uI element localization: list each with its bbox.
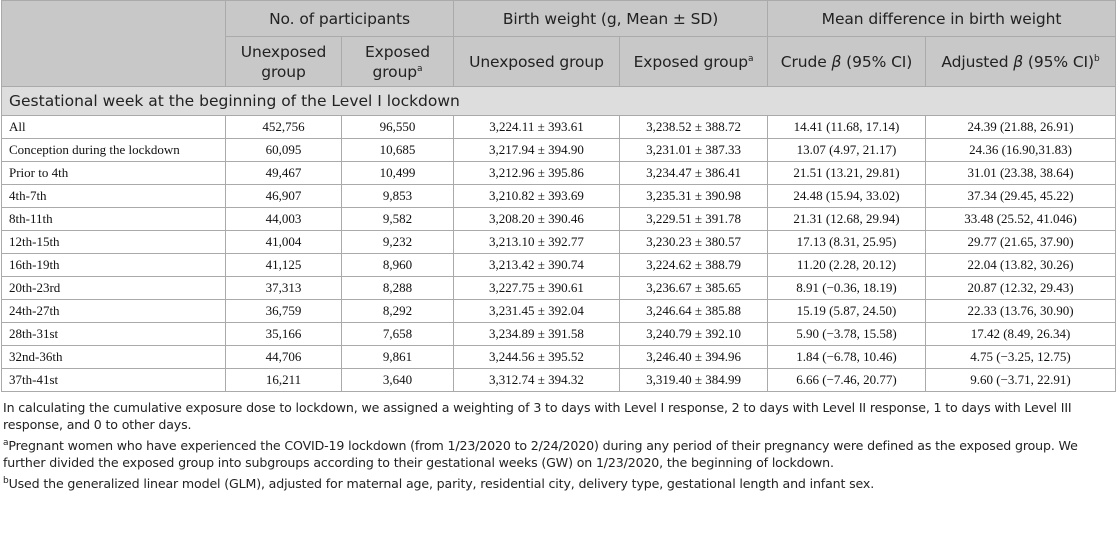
crude-beta-cell: 6.66 (−7.46, 20.77) [768, 369, 926, 392]
table-row [2, 254, 1116, 277]
row-label: 8th-11th [2, 208, 226, 231]
crude-beta-cell: 5.90 (−3.78, 15.58) [768, 323, 926, 346]
bw-unexposed-cell: 3,234.89 ± 391.58 [454, 323, 620, 346]
birth-weight-header: Birth weight (g, Mean ± SD) [454, 1, 768, 37]
footnote-b-mark: b [3, 475, 9, 486]
row-label: 24th-27th [2, 300, 226, 323]
footnote-a-text: Pregnant women who have experienced the COVID-19 lockdown (from 1/23/2020 to 2/24/2020) during any period of their pregnancy were defined as the exposed group. We further divided the exposed group into subgroups according to their gestational weeks (GW) on 1/23/2020, the beginning of lockdown. [3, 438, 1078, 470]
crude-beta-cell: 24.48 (15.94, 33.02) [768, 185, 926, 208]
exposed-count-cell: 8,960 [342, 254, 454, 277]
unexposed-count-cell: 60,095 [226, 139, 342, 162]
crude-beta-cell: 8.91 (−0.36, 18.19) [768, 277, 926, 300]
unexposed-count-cell: 36,759 [226, 300, 342, 323]
footnote-general: In calculating the cumulative exposure dose to lockdown, we assigned a weighting of 3 to days with Level I response, 2 to days with Level II response, 1 to days with Level III response, and 0 to other days. [3, 400, 1072, 432]
table-row [2, 346, 1116, 369]
crude-beta-cell: 17.13 (8.31, 25.95) [768, 231, 926, 254]
bw-unexposed-cell: 3,213.10 ± 392.77 [454, 231, 620, 254]
crude-beta-cell: 14.41 (11.68, 17.14) [768, 116, 926, 139]
footnote-a-mark: a [3, 437, 9, 448]
mean-difference-header: Mean difference in birth weight [768, 1, 1116, 37]
bw-exposed-cell: 3,236.67 ± 385.65 [620, 277, 768, 300]
exposed-count-cell: 8,288 [342, 277, 454, 300]
crude-beta-cell: 15.19 (5.87, 24.50) [768, 300, 926, 323]
crude-header-pre: Crude [780, 52, 832, 71]
adjusted-beta-header [926, 37, 1116, 87]
row-label: 4th-7th [2, 185, 226, 208]
bw-unexposed-header: Unexposed group [454, 37, 620, 87]
bw-exposed-cell: 3,246.64 ± 385.88 [620, 300, 768, 323]
exposed-count-header [342, 37, 454, 87]
exposed-count-cell: 10,499 [342, 162, 454, 185]
row-label: Prior to 4th [2, 162, 226, 185]
unexposed-count-cell: 41,125 [226, 254, 342, 277]
bw-exposed-cell: 3,246.40 ± 394.96 [620, 346, 768, 369]
bw-unexposed-cell: 3,212.96 ± 395.86 [454, 162, 620, 185]
section-title: Gestational week at the beginning of the Level I lockdown [2, 87, 1116, 116]
table-row [2, 116, 1116, 139]
exposed-count-cell: 96,550 [342, 116, 454, 139]
unexposed-count-cell: 44,003 [226, 208, 342, 231]
crude-beta-cell: 21.31 (12.68, 29.94) [768, 208, 926, 231]
exposed-count-cell: 9,232 [342, 231, 454, 254]
adjusted-header-pre: Adjusted [941, 52, 1014, 71]
row-label: All [2, 116, 226, 139]
bw-exposed-cell: 3,224.62 ± 388.79 [620, 254, 768, 277]
exposed-count-cell: 9,582 [342, 208, 454, 231]
unexposed-header-line1: Unexposed [240, 42, 327, 61]
row-label: Conception during the lockdown [2, 139, 226, 162]
table-row [2, 323, 1116, 346]
unexposed-count-cell: 16,211 [226, 369, 342, 392]
bw-exposed-cell: 3,231.01 ± 387.33 [620, 139, 768, 162]
row-label: 20th-23rd [2, 277, 226, 300]
bw-unexposed-cell: 3,244.56 ± 395.52 [454, 346, 620, 369]
adjusted-beta-cell: 24.39 (21.88, 26.91) [926, 116, 1116, 139]
bw-unexposed-cell: 3,227.75 ± 390.61 [454, 277, 620, 300]
table-row [2, 208, 1116, 231]
bw-exposed-header-text: Exposed group [633, 52, 748, 71]
bw-exposed-cell: 3,234.47 ± 386.41 [620, 162, 768, 185]
table-row [2, 231, 1116, 254]
table-row [2, 300, 1116, 323]
corner-header-cell [2, 1, 226, 87]
table-row [2, 277, 1116, 300]
bw-exposed-cell: 3,235.31 ± 390.98 [620, 185, 768, 208]
crude-beta-cell: 1.84 (−6.78, 10.46) [768, 346, 926, 369]
crude-beta-header [768, 37, 926, 87]
adjusted-beta-cell: 24.36 (16.90,31.83) [926, 139, 1116, 162]
adjusted-beta-symbol: β [1013, 52, 1024, 71]
adjusted-beta-cell: 22.04 (13.82, 30.26) [926, 254, 1116, 277]
table-row [2, 162, 1116, 185]
table-row [2, 139, 1116, 162]
unexposed-count-cell: 41,004 [226, 231, 342, 254]
unexposed-count-cell: 49,467 [226, 162, 342, 185]
adjusted-header-post: (95% CI) [1023, 52, 1094, 71]
crude-beta-cell: 13.07 (4.97, 21.17) [768, 139, 926, 162]
crude-header-post: (95% CI) [841, 52, 913, 71]
footnote-b [3, 475, 1112, 492]
table-row [2, 369, 1116, 392]
exposed-count-cell: 7,658 [342, 323, 454, 346]
bw-unexposed-cell: 3,224.11 ± 393.61 [454, 116, 620, 139]
table-row [2, 185, 1116, 208]
bw-unexposed-cell: 3,210.82 ± 393.69 [454, 185, 620, 208]
row-label: 37th-41st [2, 369, 226, 392]
footnote-a-mark: a [417, 63, 423, 74]
crude-beta-cell: 21.51 (13.21, 29.81) [768, 162, 926, 185]
bw-exposed-cell: 3,238.52 ± 388.72 [620, 116, 768, 139]
bw-unexposed-cell: 3,217.94 ± 394.90 [454, 139, 620, 162]
adjusted-beta-cell: 4.75 (−3.25, 12.75) [926, 346, 1116, 369]
exposed-count-cell: 10,685 [342, 139, 454, 162]
row-label: 28th-31st [2, 323, 226, 346]
unexposed-count-cell: 46,907 [226, 185, 342, 208]
unexposed-count-cell: 452,756 [226, 116, 342, 139]
adjusted-beta-cell: 31.01 (23.38, 38.64) [926, 162, 1116, 185]
table-footnotes [0, 392, 1116, 492]
row-label: 16th-19th [2, 254, 226, 277]
bw-unexposed-cell: 3,213.42 ± 390.74 [454, 254, 620, 277]
adjusted-beta-cell: 20.87 (12.32, 29.43) [926, 277, 1116, 300]
participants-header: No. of participants [226, 1, 454, 37]
bw-unexposed-cell: 3,208.20 ± 390.46 [454, 208, 620, 231]
bw-exposed-cell: 3,319.40 ± 384.99 [620, 369, 768, 392]
exposed-count-cell: 9,853 [342, 185, 454, 208]
adjusted-beta-cell: 37.34 (29.45, 45.22) [926, 185, 1116, 208]
row-label: 12th-15th [2, 231, 226, 254]
bw-unexposed-cell: 3,312.74 ± 394.32 [454, 369, 620, 392]
birth-weight-table [1, 0, 1116, 392]
adjusted-beta-cell: 29.77 (21.65, 37.90) [926, 231, 1116, 254]
crude-beta-cell: 11.20 (2.28, 20.12) [768, 254, 926, 277]
footnote-b-text: Used the generalized linear model (GLM), adjusted for maternal age, parity, residential city, delivery type, gestational length and infant sex. [8, 476, 875, 491]
row-label: 32nd-36th [2, 346, 226, 369]
footnote-a-mark: a [747, 53, 754, 64]
adjusted-beta-cell: 33.48 (25.52, 41.046) [926, 208, 1116, 231]
unexposed-count-cell: 44,706 [226, 346, 342, 369]
bw-unexposed-cell: 3,231.45 ± 392.04 [454, 300, 620, 323]
unexposed-count-cell: 37,313 [226, 277, 342, 300]
adjusted-beta-cell: 22.33 (13.76, 30.90) [926, 300, 1116, 323]
exposed-count-cell: 8,292 [342, 300, 454, 323]
footnote-a [3, 437, 1112, 471]
exposed-count-cell: 9,861 [342, 346, 454, 369]
adjusted-beta-cell: 17.42 (8.49, 26.34) [926, 323, 1116, 346]
adjusted-beta-cell: 9.60 (−3.71, 22.91) [926, 369, 1116, 392]
exposed-count-cell: 3,640 [342, 369, 454, 392]
unexposed-header-line2: group [261, 62, 306, 81]
bw-exposed-header [620, 37, 768, 87]
bw-exposed-cell: 3,230.23 ± 380.57 [620, 231, 768, 254]
footnote-b-mark: b [1093, 53, 1100, 64]
unexposed-count-header [226, 37, 342, 87]
exposed-header-line2: group [372, 62, 418, 81]
exposed-header-line1: Exposed [364, 42, 431, 61]
bw-exposed-cell: 3,240.79 ± 392.10 [620, 323, 768, 346]
crude-beta-symbol: β [831, 52, 842, 71]
unexposed-count-cell: 35,166 [226, 323, 342, 346]
bw-exposed-cell: 3,229.51 ± 391.78 [620, 208, 768, 231]
